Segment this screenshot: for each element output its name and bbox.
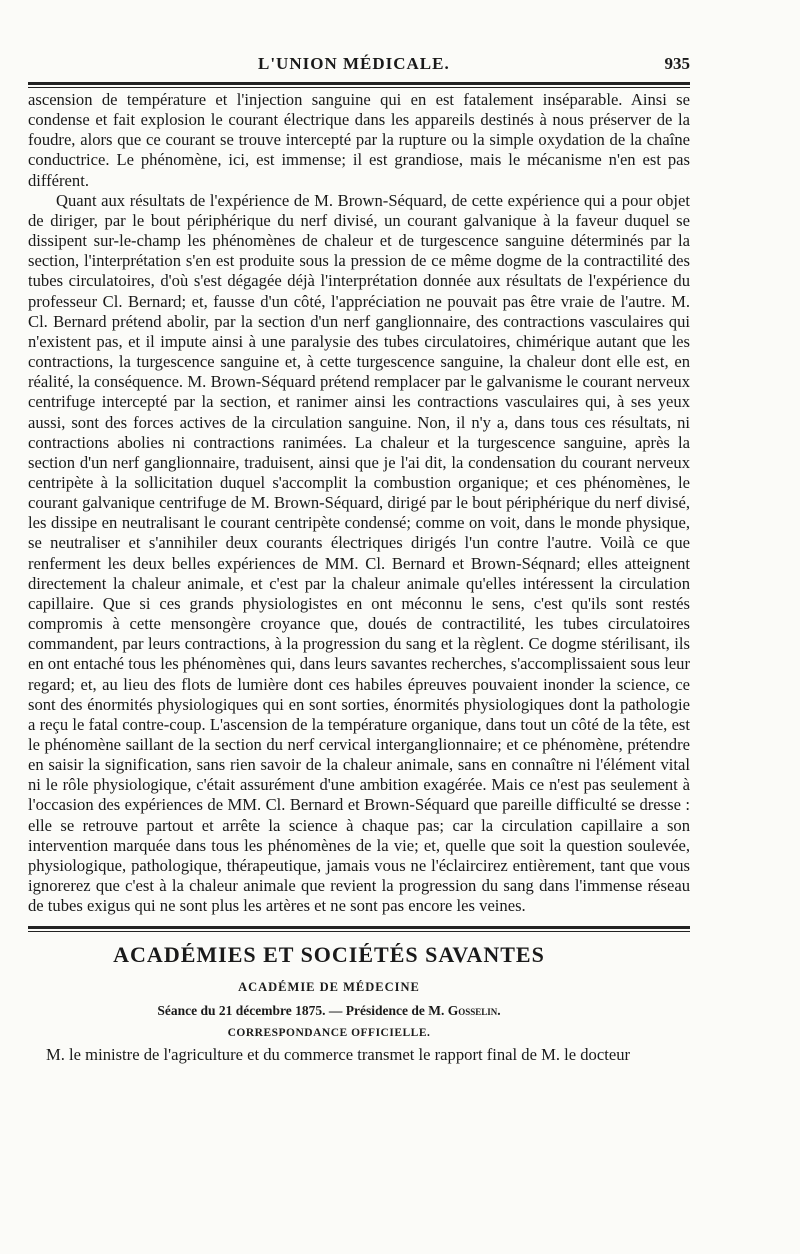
- running-header: [28, 50, 690, 74]
- page: [28, 50, 690, 1065]
- section-title: ACADÉMIES ET SOCIÉTÉS SAVANTES: [113, 942, 545, 968]
- correspondance-heading: CORRESPONDANCE OFFICIELLE.: [227, 1027, 431, 1040]
- meeting-date: Séance du 21 décembre 1875. — Présidence de M.: [157, 1003, 445, 1019]
- page-number: 935: [664, 54, 690, 73]
- paragraph-brown-sequard: Quant aux résultats de l'expérience de M. Brown-Séquard, de cette expérience qui a pour objet de diriger, par le bout périphérique du nerf divisé, un courant galvanique à la faveur duquel se dissipent sur-le-champ les phénomènes de chaleur et de turgescence sanguine déterminés par la section, l'interprétation s'en est produite sous la pression de ce même dogme de la contractilité des tubes circulatoires, d'où s'est dégagée déjà l'interprétation donnée aux résultats de l'expérience du professeur Cl. Bernard; et, fausse d'un côté, l'appréciation ne pouvait pas être vraie de l'autre. M. Cl. Bernard prétend abolir, par la section d'un nerf ganglionnaire, des contractions vasculaires qui n'existent pas, et il impute ainsi à une paralysie des tubes circulatoires, chimérique autant que les contractions, la turgescence sanguine et, à cette turgescence sanguine, la chaleur dont elle est, en réalité, la conséquence. M. Brown-Séquard prétend remplacer par le galvanisme le courant nerveux centrifuge intercepté par la section, et ranimer ainsi les contractions vasculaires qui, à ses yeux aussi, sont des forces actives de la circulation sanguine. Non, il n'y a, dans tous ces résultats, ni contractions abolies ni contractions ranimées. La chaleur et la turgescence sanguine, après la section d'un nerf ganglionnaire, traduisent, ainsi que je l'ai dit, la condensation du courant nerveux centripète à la sollicitation duquel s'accomplit la combustion organique; et ces phénomènes, le courant galvanique centrifuge de M. Brown-Séquard, dirigé par le bout périphérique du nerf divisé, les dissipe en neutralisant le courant centripète condensé; comme on voit, dans le monde physique, se neutraliser et s'annihiler deux courants électriques dirigés l'un contre l'autre. Voilà ce que renferment les deux belles expériences de MM. Cl. Bernard et Brown-Séqnard; elles atteignent directement la chaleur animale, et c'est par la chaleur animale qu'elles intéressent la circulation capillaire. Que si ces grands physiologistes en ont méconnu le sens, c'est qu'ils sont restés compromis à cette mensongère croyance que, doués de contractilité, les tubes circulatoires commandent, par leurs contractions, à la progression du sang et la règlent. Ce dogme stérilisant, ils en ont entaché tous les phénomènes qui, dans leurs savantes recherches, s'accomplissaient sous leur regard; et, au lieu des flots de lumière dont ces habiles épreuves pouvaient inonder la science, ce sont des énormités physiologiques qui en sont sorties, énormités physiologiques dont la pathologie a reçu le fatal contre-coup. L'ascension de la température organique, dans tout un côté de la tête, est le phénomène saillant de la section du nerf cervical interganglionnaire; et ce phénomène, prétendre en saisir la signification, sans rien savoir de la chaleur animale, sans en connaître ni l'élément vital ni le rôle physiologique, c'était assurément d'une ambition exagérée. Mais ce n'est pas seulement à l'occasion des expériences de MM. Cl. Bernard et Brown-Séquard que pareille difficulté se dresse : elle se retrouve partout et arrête la science à chaque pas; car la circulation capillaire a son intervention marquée dans tous les phénomènes de la vie; et, quelle que soit la question soulevée, physiologique, pathologique, thérapeutique, jamais vous ne l'éclaircirez entièrement, tant que vous ignorerez que c'est à la chaleur animale que revient la progression du sang dans l'immense réseau de tubes exigus qui ne sont plus les artères et ne sont pas encore les veines.: [28, 190, 690, 916]
- article-body: [28, 90, 690, 916]
- paragraph-continuation: ascension de température et l'injection sanguine qui en est fatalement inséparable. Ainsi se condense et fait explosion le courant électrique dans les appareils destinés à nous préserver de la foudre, alors que ce courant se trouve intercepté par la rupture ou la simple oxydation de la chaîne conductrice. Le phénomène, ici, est immense; il est grandiose, mais le mécanisme n'en est pas différent.: [28, 90, 690, 190]
- academy-title: ACADÉMIE DE MÉDECINE: [238, 980, 420, 995]
- correspondance-first-line: M. le ministre de l'agriculture et du commerce transmet le rapport final de M. le docteur: [46, 1045, 631, 1065]
- running-title: L'UNION MÉDICALE.: [258, 54, 450, 73]
- meeting-line: [0, 1003, 690, 1019]
- meeting-presider: Gosselin.: [447, 1003, 501, 1019]
- header-rule: [28, 82, 690, 88]
- section-rule: [28, 926, 690, 932]
